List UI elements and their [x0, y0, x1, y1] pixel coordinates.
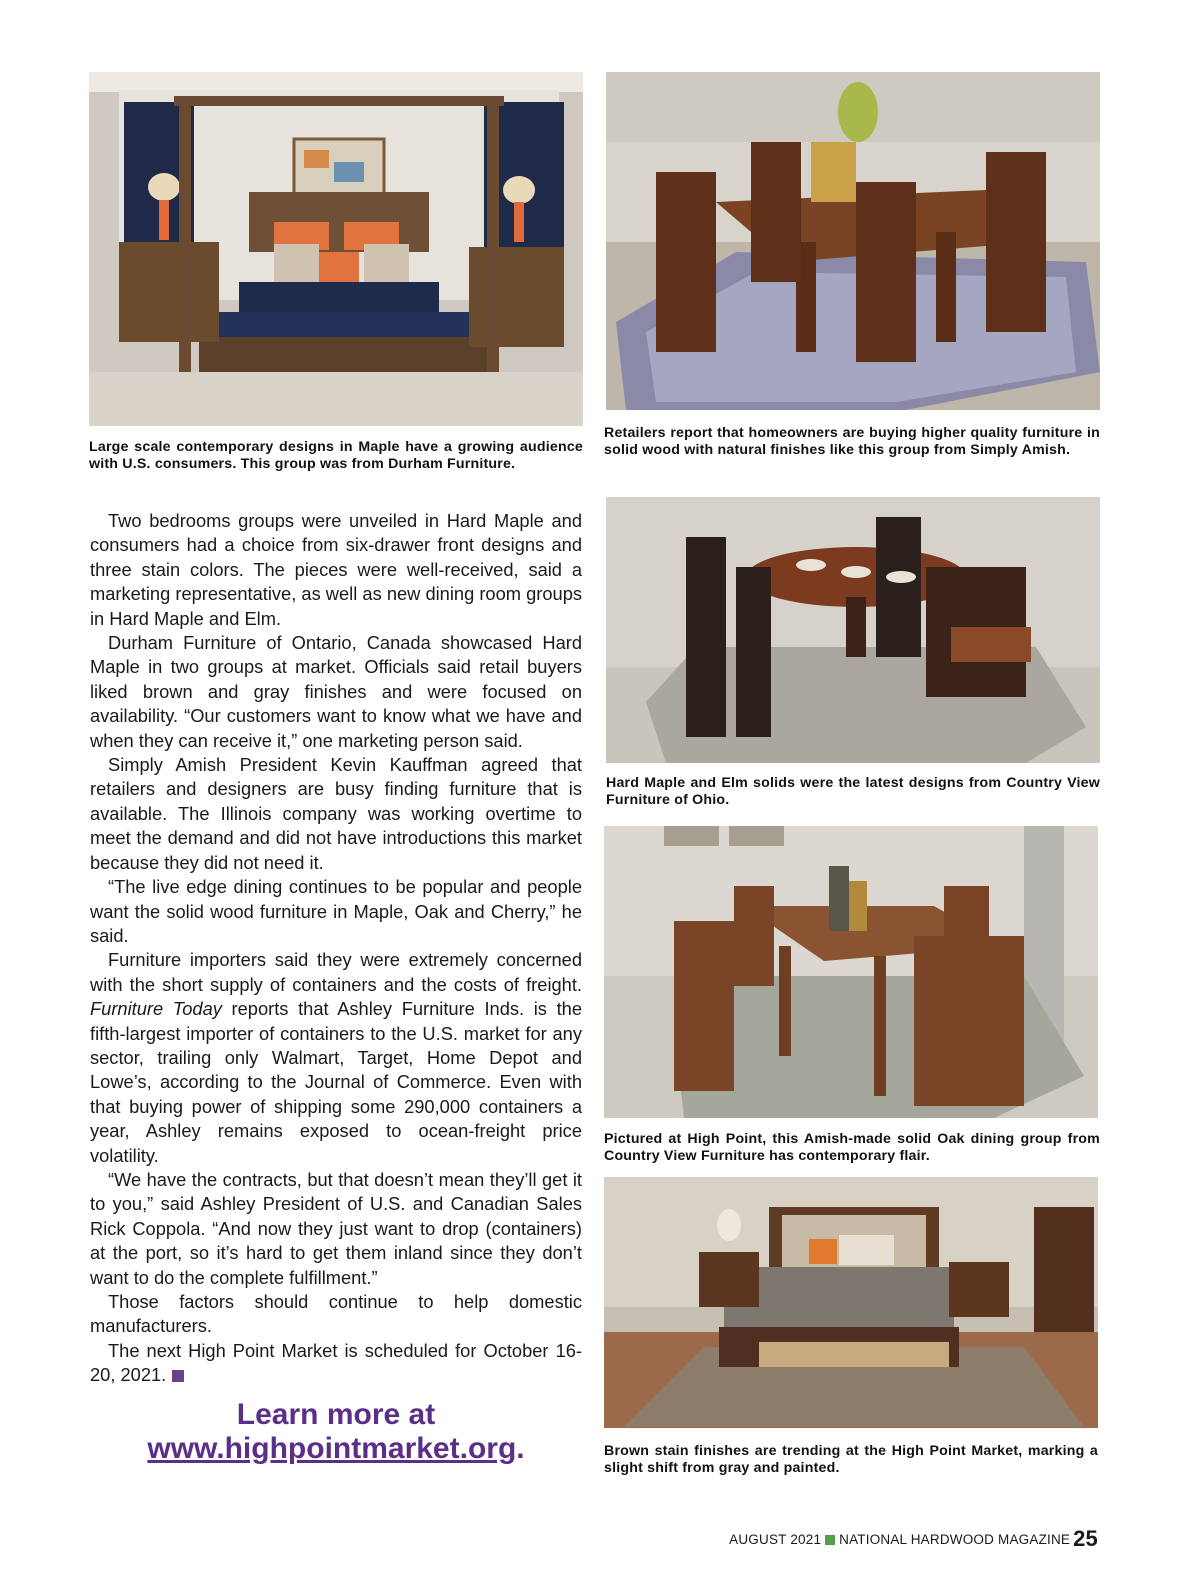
highpointmarket-link[interactable]: www.highpointmarket.org: [147, 1432, 517, 1465]
photo-country-view-ohio-dining: [606, 497, 1100, 763]
article-paragraph: Durham Furniture of Ontario, Canada showcased Hard Maple in two groups at market. Officials said retail buyers liked brown and gray finishes and were focused on availability. “Our customers want to know what we have and when they can receive it,” one marketing person said.: [90, 632, 582, 751]
promo-period: .: [516, 1432, 525, 1465]
article-paragraph: Simply Amish President Kevin Kauffman agreed that retailers and designers are busy finding furniture that is available. The Illinois company was working overtime to meet the demand and did not have introductions this market because they did not need it.: [90, 754, 582, 873]
end-mark-icon: [172, 1370, 184, 1382]
green-square-icon: [825, 1535, 835, 1545]
photo-simply-amish-dining: [606, 72, 1100, 410]
article-text: reports that Ashley Furniture Inds. is the fifth-largest importer of containers to the U.S. market for any sector, trailing only Walmart, Target, Home Depot and Lowe’s, according to the Journal of Commerce. Even with that buying power of shipping some 290,000 containers a year, Ashley remains exposed to ocean-freight price volatility.: [90, 998, 582, 1166]
promo-link-line: [90, 1432, 582, 1466]
article-paragraph: [90, 1339, 582, 1388]
caption-dining-simply-amish: Retailers report that homeowners are buying higher quality furniture in solid wood with natural finishes like this group from Simply Amish.: [604, 425, 1100, 458]
promo-learn-more: [90, 1398, 582, 1466]
article-text: The next High Point Market is scheduled for October 16-20, 2021.: [90, 1339, 582, 1386]
article-paragraph: [90, 948, 582, 1168]
photo-canopy-bedroom: [89, 72, 583, 426]
article-paragraph: Two bedrooms groups were unveiled in Hard Maple and consumers had a choice from six-drawer front designs and three stain colors. The pieces were well-received, said a marketing representative, as well as new dining room groups in Hard Maple and Elm.: [90, 510, 582, 629]
footer-issue: AUGUST 2021: [729, 1532, 822, 1547]
photo-brown-stain-bedroom: [604, 1177, 1098, 1428]
footer-magazine: NATIONAL HARDWOOD MAGAZINE: [839, 1532, 1071, 1547]
page-footer: [729, 1526, 1098, 1552]
caption-bedroom-durham: Large scale contemporary designs in Maple have a growing audience with U.S. consumers. This group was from Durham Furniture.: [89, 439, 583, 472]
article-text: Furniture importers said they were extremely concerned with the short supply of containers and the costs of freight.: [90, 949, 582, 995]
page-number: 25: [1073, 1526, 1098, 1551]
caption-dining-oak-amish: Pictured at High Point, this Amish-made solid Oak dining group from Country View Furniture has contemporary flair.: [604, 1131, 1100, 1164]
caption-dining-country-view-ohio: Hard Maple and Elm solids were the latest designs from Country View Furniture of Ohio.: [606, 775, 1100, 808]
promo-heading: Learn more at: [236, 1398, 436, 1431]
article-paragraph: “The live edge dining continues to be popular and people want the solid wood furniture in Maple, Oak and Cherry,” he said.: [90, 876, 582, 946]
publication-name: Furniture Today: [90, 998, 222, 1020]
article-paragraph: Those factors should continue to help domestic manufacturers.: [90, 1291, 582, 1337]
photo-oak-dining-group: [604, 826, 1098, 1118]
article-paragraph: “We have the contracts, but that doesn’t mean they’ll get it to you,” said Ashley President of U.S. and Canadian Sales Rick Coppola. “And now they just want to drop (containers) at the port, so it’s hard to get them inland since they don’t want to do the complete fulfillment.”: [90, 1168, 582, 1288]
caption-bedroom-brown-stain: Brown stain finishes are trending at the High Point Market, marking a slight shift from gray and painted.: [604, 1443, 1098, 1476]
article-body: [90, 509, 582, 1388]
